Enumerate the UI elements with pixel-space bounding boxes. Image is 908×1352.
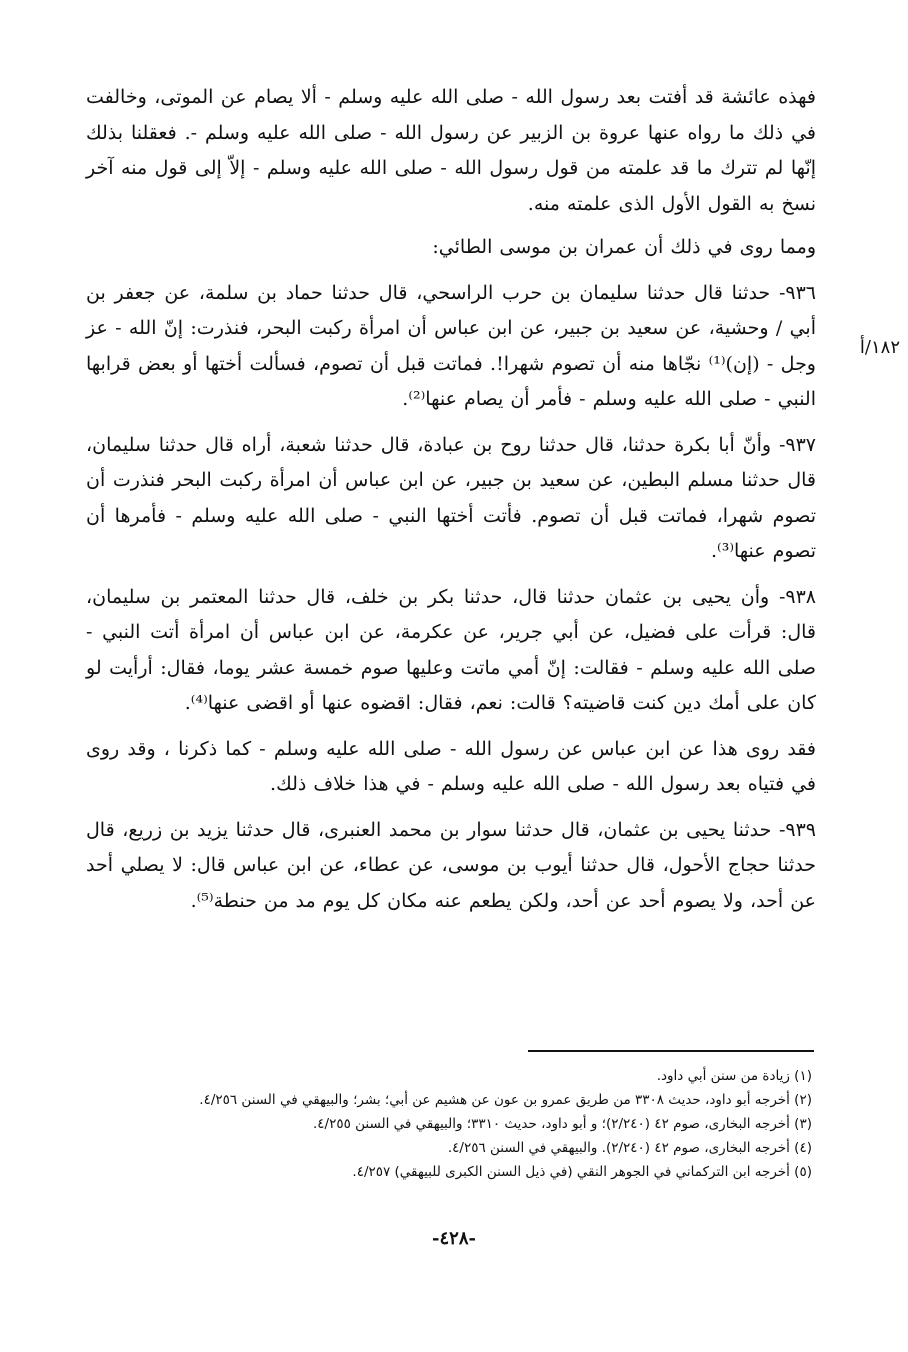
footnote-4: (٤) أخرجه البخارى، صوم ٤٢ (٢/٢٤٠). والبيهقي في السنن ٤/٢٥٦. <box>447 1140 812 1156</box>
hadith-939: ٩٣٩- حدثنا يحيى بن عثمان، قال حدثنا سوار بن محمد العنبرى، قال حدثنا يزيد بن زريع، قال حدثنا حجاج الأحول، قال حدثنا أيوب بن موسى، عن عطاء، عن ابن عباس قال: لا يصلي أحد عن أحد، ولا يصوم أحد عن أحد، ولكن يطعم عنه مكان كل يوم مد من حنطة⁽⁵⁾. <box>86 818 816 912</box>
paragraph-ibn-abbas-contrast: فقد روى هذا عن ابن عباس عن رسول الله - صلى الله عليه وسلم - كما ذكرنا ، وقد روى في فتياه بعد رسول الله - صلى الله عليه وسلم - في هذا خلاف ذلك. <box>86 737 816 795</box>
paragraph-aisha-fatwa: فهذه عائشة قد أفتت بعد رسول الله - صلى الله عليه وسلم - ألا يصام عن الموتى، وخالفت في ذلك ما رواه عنها عروة بن الزبير عن رسول الله - صلى الله عليه وسلم -. فعقلنا بذلك إنّها لم تترك ما قد علمته من قول رسول الله - صلى الله عليه وسلم - إلاّ إلى قول منه آخر نسخ به القول الأول الذى علمته منه. <box>86 86 816 215</box>
footnote-1: (١) زيادة من سنن أبي داود. <box>656 1068 812 1084</box>
footnote-5: (٥) أخرجه ابن التركماني في الجوهر النقي (في ذيل السنن الكبرى للبيهقي) ٤/٢٥٧. <box>352 1164 812 1180</box>
hadith-938: ٩٣٨- وأن يحيى بن عثمان حدثنا قال، حدثنا بكر بن خلف، قال حدثنا المعتمر بن سليمان، قال: قرأت على فضيل، عن أبي جرير، عن عكرمة، عن ابن عباس أن امرأة أتت النبي - صلى الله عليه وسلم - فقالت: إنّ أمي ماتت وعليها صوم خمسة عشر يوما، فقال: أرأيت لو كان على أمك دين كنت قاضيته؟ قالت: نعم، فقال: اقضوه عنها أو اقضى عنها⁽⁴⁾. <box>86 585 816 714</box>
footnote-divider <box>528 1050 814 1052</box>
hadith-936: ٩٣٦- حدثنا قال حدثنا سليمان بن حرب الراسحي، قال حدثنا حماد بن سلمة، عن جعفر بن أبي / وحشية، عن سعيد بن جبير، عن ابن عباس أن امرأة ركبت البحر، فنذرت: إنّ الله - عز وجل - (إن)⁽¹⁾ نجّاها منه أن تصوم شهرا!. فماتت قبل أن تصوم، فسألت أختها أو بعض قرابها النبي - صلى الله عليه وسلم - فأمر أن يصام عنها⁽²⁾. <box>86 281 816 410</box>
manuscript-folio-reference: ١٨٢/أ <box>859 337 900 358</box>
paragraph-intro-imran: ومما روى في ذلك أن عمران بن موسى الطائي: <box>432 236 816 258</box>
hadith-937: ٩٣٧- وأنّ أبا بكرة حدثنا، قال حدثنا روح بن عبادة، قال حدثنا شعبة، أراه قال حدثنا سليمان، قال حدثنا مسلم البطين، عن سعيد بن جبير، عن ابن عباس أن امرأة ركبت البحر فنذرت أن تصوم شهرا، فماتت قبل أن تصوم. فأتت أختها النبي - صلى الله عليه وسلم - فأمرها أن تصوم عنها⁽³⁾. <box>86 433 816 562</box>
footnote-3: (٣) أخرجه البخارى، صوم ٤٢ (٢/٢٤٠)؛ و أبو داود، حديث ٣٣١٠؛ والبيهقي في السنن ٤/٢٥٥. <box>312 1116 812 1132</box>
main-text <box>86 80 816 919</box>
footnote-2: (٢) أخرجه أبو داود، حديث ٣٣٠٨ من طريق عمرو بن عون عن هشيم عن أبي؛ بشر؛ والبيهقي في السنن ٤/٢٥٦. <box>199 1092 812 1108</box>
page-number: -٤٢٨- <box>432 1228 476 1249</box>
footnotes <box>92 1064 812 1184</box>
